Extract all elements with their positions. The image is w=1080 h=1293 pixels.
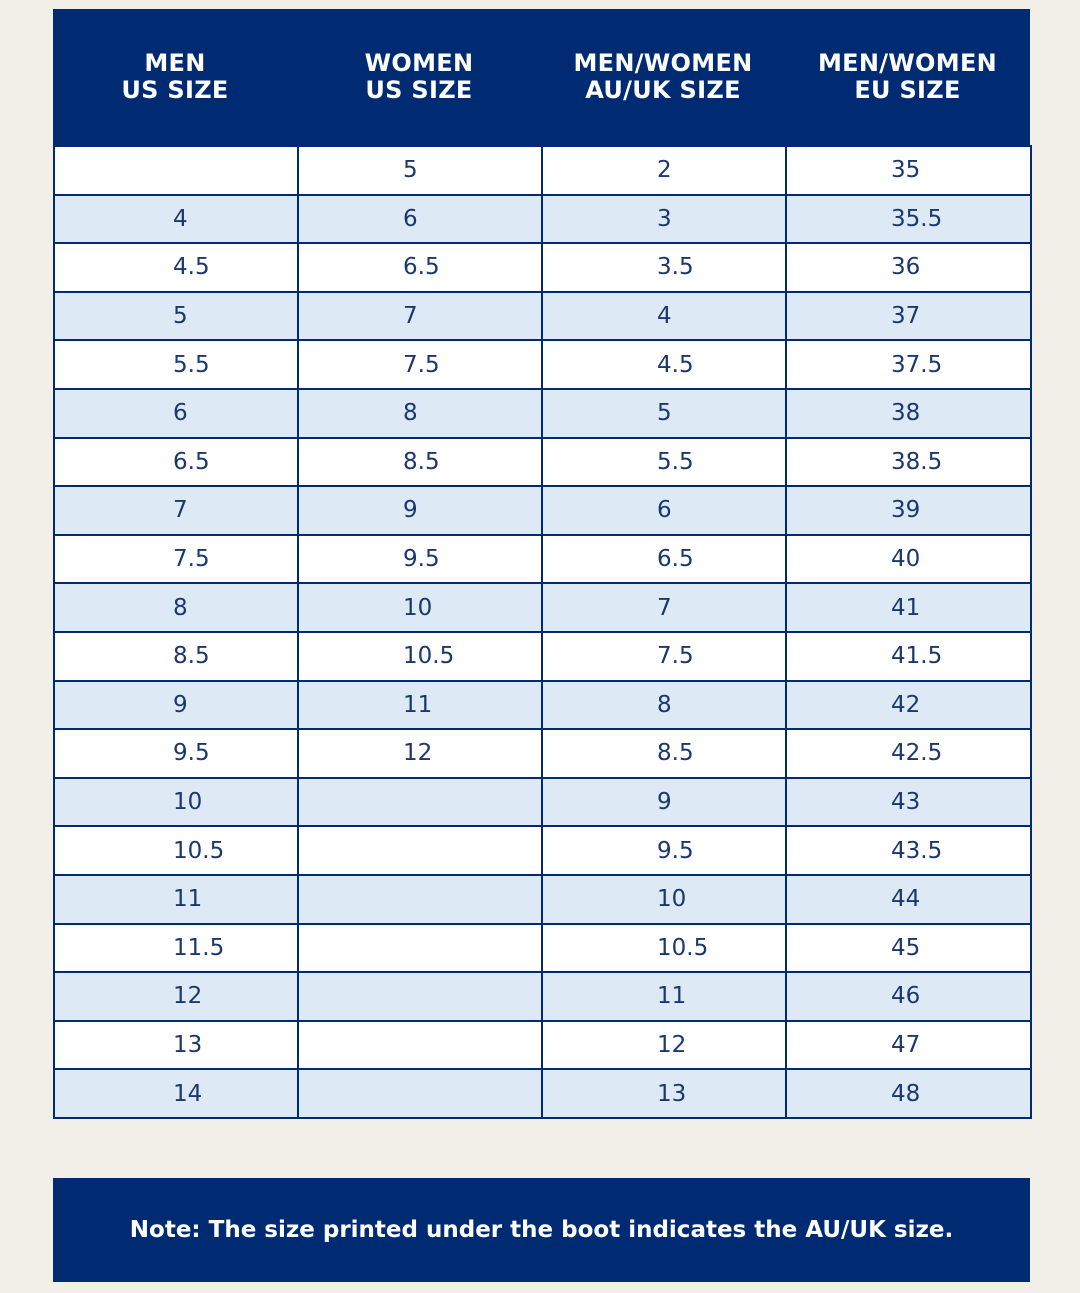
cell-eu: 46 [786,972,1031,1021]
cell-eu: 42.5 [786,729,1031,778]
table-row [54,195,1031,244]
table-row [54,389,1031,438]
cell-women-us: 7.5 [298,340,542,389]
header-eu-line2: EU SIZE [854,76,961,104]
cell-eu: 45 [786,924,1031,973]
header-au-uk-line1: MEN/WOMEN [573,49,753,77]
cell-au-uk: 9 [542,778,786,827]
size-chart-header [53,9,1030,145]
cell-women-us: 9 [298,486,542,535]
cell-women-us [298,1021,542,1070]
table-row [54,583,1031,632]
cell-men-us: 7 [54,486,298,535]
table-row [54,438,1031,487]
cell-men-us: 6.5 [54,438,298,487]
table-row [54,243,1031,292]
cell-eu: 41.5 [786,632,1031,681]
table-row [54,535,1031,584]
table-row [54,632,1031,681]
cell-women-us [298,875,542,924]
table-row [54,1069,1031,1118]
cell-women-us: 6 [298,195,542,244]
cell-eu: 43.5 [786,826,1031,875]
cell-men-us [54,146,298,195]
cell-au-uk: 9.5 [542,826,786,875]
cell-men-us: 11.5 [54,924,298,973]
cell-au-uk: 8.5 [542,729,786,778]
cell-men-us: 4.5 [54,243,298,292]
cell-women-us [298,1069,542,1118]
cell-eu: 44 [786,875,1031,924]
cell-au-uk: 11 [542,972,786,1021]
cell-women-us: 9.5 [298,535,542,584]
table-row [54,972,1031,1021]
cell-women-us: 11 [298,681,542,730]
table-row [54,1021,1031,1070]
table-row [54,778,1031,827]
header-eu-line1: MEN/WOMEN [817,49,998,77]
cell-au-uk: 4.5 [542,340,786,389]
cell-eu: 39 [786,486,1031,535]
cell-eu: 43 [786,778,1031,827]
size-chart [53,9,1030,1119]
table-row [54,875,1031,924]
cell-men-us: 9.5 [54,729,298,778]
cell-women-us: 8 [298,389,542,438]
table-row [54,924,1031,973]
cell-au-uk: 10 [542,875,786,924]
cell-eu: 41 [786,583,1031,632]
cell-au-uk: 2 [542,146,786,195]
header-women-us-line1: WOMEN [364,49,474,77]
cell-eu: 37.5 [786,340,1031,389]
table-row [54,340,1031,389]
table-row [54,486,1031,535]
cell-eu: 36 [786,243,1031,292]
cell-women-us: 5 [298,146,542,195]
table-row [54,826,1031,875]
cell-men-us: 10 [54,778,298,827]
cell-women-us [298,972,542,1021]
cell-women-us [298,924,542,973]
header-au-uk-line2: AU/UK SIZE [585,76,741,104]
cell-men-us: 9 [54,681,298,730]
cell-women-us: 10 [298,583,542,632]
cell-au-uk: 8 [542,681,786,730]
cell-au-uk: 3 [542,195,786,244]
cell-women-us: 6.5 [298,243,542,292]
header-women-us [297,9,541,145]
cell-eu: 37 [786,292,1031,341]
header-men-us [53,9,297,145]
cell-au-uk: 10.5 [542,924,786,973]
cell-men-us: 5 [54,292,298,341]
header-men-us-line2: US SIZE [121,76,229,104]
header-eu [785,9,1030,145]
cell-women-us: 7 [298,292,542,341]
cell-eu: 35.5 [786,195,1031,244]
size-note: Note: The size printed under the boot indicates the AU/UK size. [53,1178,1030,1282]
cell-women-us: 10.5 [298,632,542,681]
cell-au-uk: 4 [542,292,786,341]
cell-men-us: 5.5 [54,340,298,389]
cell-men-us: 14 [54,1069,298,1118]
cell-men-us: 13 [54,1021,298,1070]
cell-au-uk: 3.5 [542,243,786,292]
cell-eu: 42 [786,681,1031,730]
header-women-us-line2: US SIZE [365,76,473,104]
cell-men-us: 8 [54,583,298,632]
table-row [54,292,1031,341]
cell-eu: 47 [786,1021,1031,1070]
table-row [54,681,1031,730]
cell-men-us: 8.5 [54,632,298,681]
cell-au-uk: 7 [542,583,786,632]
cell-women-us [298,826,542,875]
cell-eu: 38.5 [786,438,1031,487]
cell-eu: 35 [786,146,1031,195]
cell-men-us: 11 [54,875,298,924]
cell-men-us: 7.5 [54,535,298,584]
cell-men-us: 6 [54,389,298,438]
cell-au-uk: 5 [542,389,786,438]
cell-men-us: 10.5 [54,826,298,875]
size-table-body [54,146,1031,1118]
cell-eu: 48 [786,1069,1031,1118]
cell-women-us [298,778,542,827]
header-men-us-line1: MEN [144,49,206,77]
cell-women-us: 12 [298,729,542,778]
cell-eu: 38 [786,389,1031,438]
cell-au-uk: 7.5 [542,632,786,681]
table-row [54,146,1031,195]
cell-men-us: 4 [54,195,298,244]
table-row [54,729,1031,778]
cell-au-uk: 13 [542,1069,786,1118]
cell-women-us: 8.5 [298,438,542,487]
cell-eu: 40 [786,535,1031,584]
header-au-uk [541,9,785,145]
cell-au-uk: 12 [542,1021,786,1070]
size-table [53,145,1032,1119]
cell-au-uk: 6 [542,486,786,535]
cell-men-us: 12 [54,972,298,1021]
cell-au-uk: 6.5 [542,535,786,584]
cell-au-uk: 5.5 [542,438,786,487]
